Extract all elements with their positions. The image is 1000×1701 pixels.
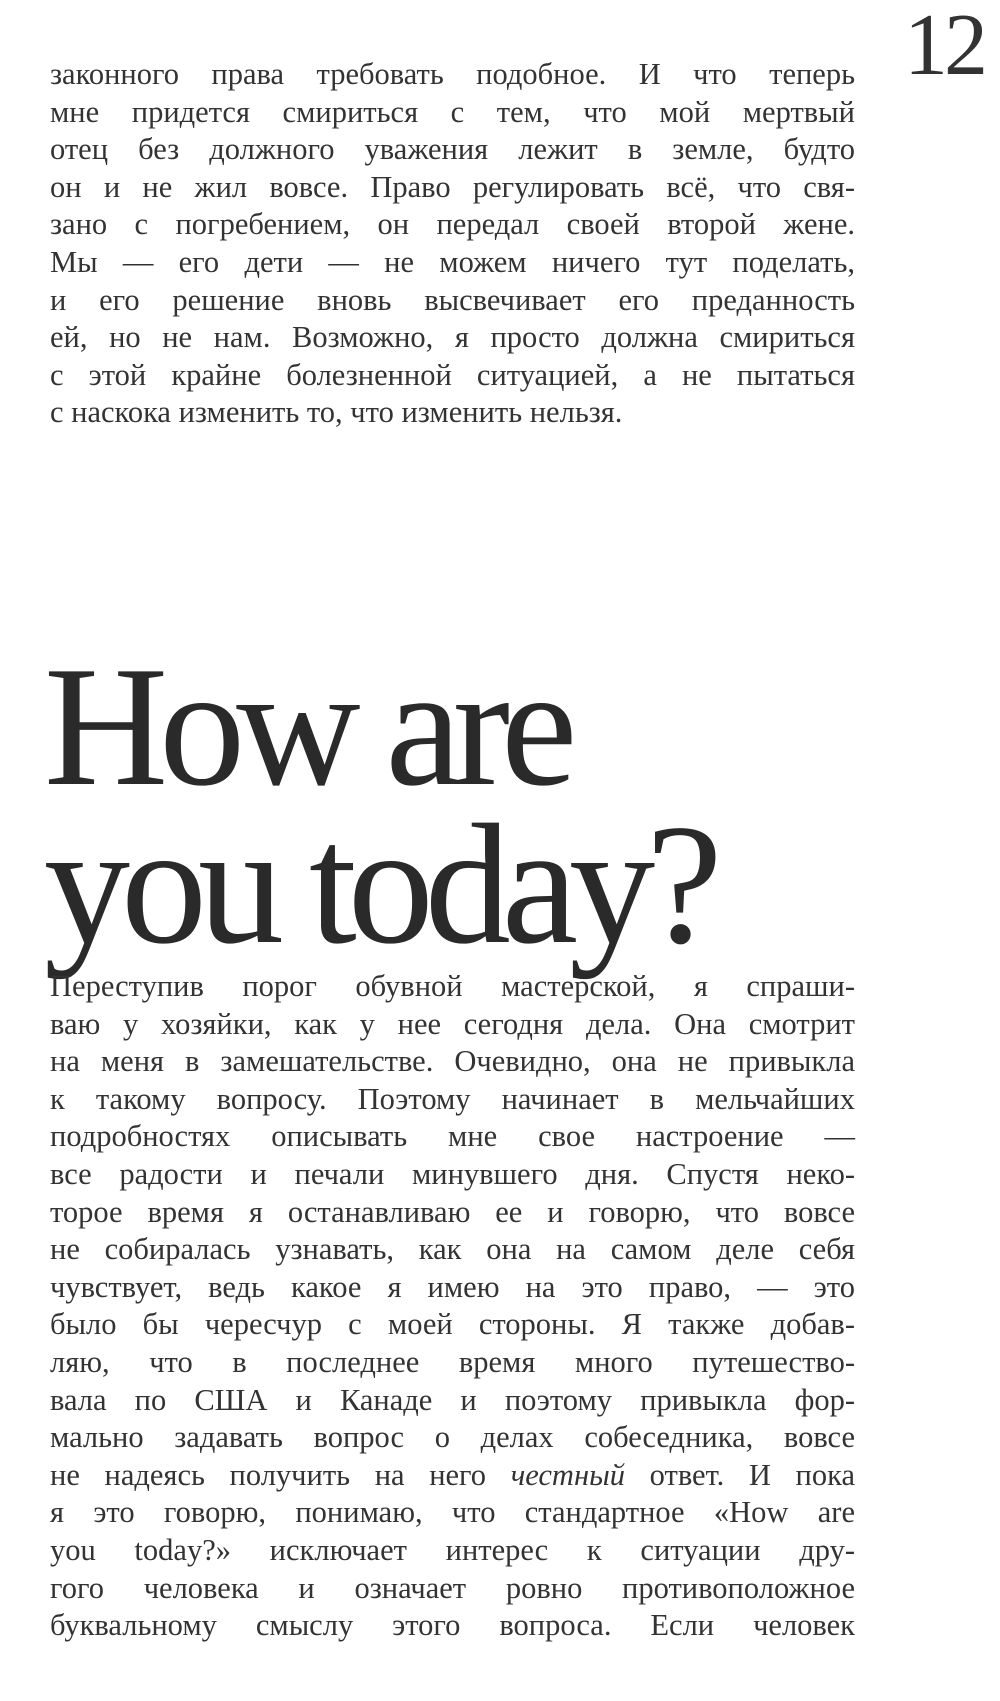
text-line-with-italic [50, 1457, 855, 1495]
text-line: you today?» исключает интерес к ситуации дру- [50, 1532, 855, 1567]
text-line: все радости и печали минувшего дня. Спустя неко- [50, 1156, 855, 1191]
text-line: с этой крайне болезненной ситуацией, а не пытаться [50, 357, 855, 392]
text-line: ваю у хозяйки, как у нее сегодня дела. Она смотрит [50, 1006, 855, 1041]
text-line: Мы — его дети — не можем ничего тут поделать, [50, 244, 855, 279]
text-fragment: ответ. И пока [625, 1457, 855, 1492]
text-line: законного права требовать подобное. И что теперь [50, 57, 855, 91]
text-line: на меня в замешательстве. Очевидно, она не привыкла [50, 1044, 855, 1079]
text-line: и его решение вновь высвечивает его преданность [50, 282, 855, 317]
text-line: торое время я останавливаю ее и говорю, что вовсе [50, 1194, 855, 1229]
text-line: ей, но не нам. Возможно, я просто должна смириться [50, 320, 855, 355]
text-line: было бы чересчур с моей стороны. Я также добав- [50, 1307, 855, 1342]
text-line: ляю, что в последнее время много путешество- [50, 1344, 855, 1379]
text-line: Переступив порог обувной мастерской, я спраши- [50, 969, 855, 1003]
article-text-top [50, 56, 855, 432]
headline [44, 632, 714, 980]
text-line: мне придется смириться с тем, что мой мертвый [50, 94, 855, 129]
text-line: с наскока изменить то, что изменить нельзя. [50, 395, 623, 430]
article-text-bottom [50, 968, 855, 1645]
text-line: зано с погребением, он передал своей второй жене. [50, 207, 855, 242]
text-line: я это говорю, понимаю, что стандартное «How are [50, 1495, 855, 1530]
text-line: он и не жил вовсе. Право регулировать всё, что свя- [50, 169, 855, 204]
headline-line-2: you today? [44, 790, 714, 980]
text-line: гого человека и означает ровно противоположное [50, 1570, 855, 1605]
text-line: чувствует, ведь какое я имею на это право, — это [50, 1269, 855, 1304]
text-line: не собиралась узнавать, как она на самом деле себя [50, 1232, 855, 1267]
text-fragment: не надеясь получить на него [50, 1457, 511, 1492]
headline-line-1: How are [44, 632, 569, 822]
text-line: буквальному смыслу этого вопроса. Если человек [50, 1608, 855, 1643]
page-number: 12 [904, 0, 984, 94]
text-line: мально задавать вопрос о делах собеседника, вовсе [50, 1420, 855, 1455]
text-line: вала по США и Канаде и поэтому привыкла фор- [50, 1382, 855, 1417]
text-line: подробностях описывать мне свое настроение — [50, 1119, 855, 1154]
text-line: к такому вопросу. Поэтому начинает в мельчайших [50, 1081, 855, 1116]
italic-word: честный [510, 1457, 625, 1492]
text-line: отец без должного уважения лежит в земле, будто [50, 132, 855, 167]
